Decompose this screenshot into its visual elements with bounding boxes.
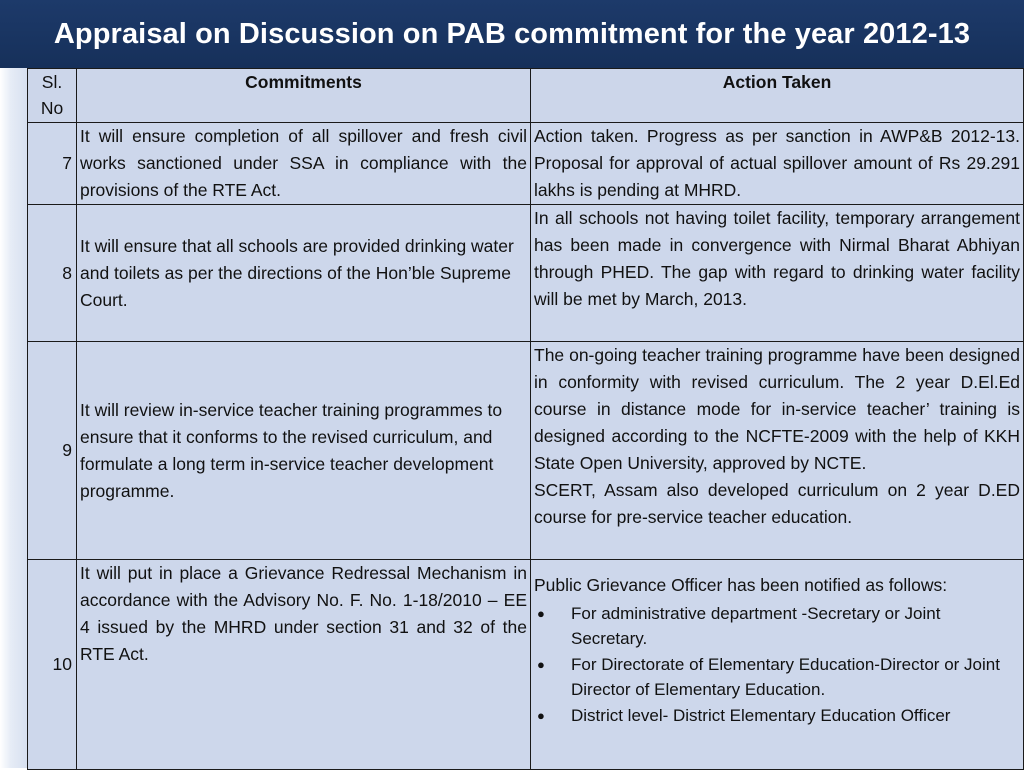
row-action-taken	[531, 560, 1024, 770]
row-action-taken	[531, 342, 1024, 560]
row-action-taken: In all schools not having toilet facility, temporary arrangement has been made in convergence with Nirmal Bharat Abhiyan through PHED. The gap with regard to drinking water facility will be met by March, 2013.	[531, 205, 1024, 342]
row-commitment: It will ensure completion of all spillover and fresh civil works sanctioned under SSA in compliance with the provisions of the RTE Act.	[77, 123, 531, 205]
row-sl-no: 9	[28, 342, 77, 560]
action-paragraph: SCERT, Assam also developed curriculum on 2 year D.ED course for pre-service teacher education.	[534, 480, 1020, 527]
bullet-icon: ●	[537, 606, 545, 621]
action-paragraph: Public Grievance Officer has been notified as follows:	[534, 575, 948, 595]
row-action-taken: Action taken. Progress as per sanction in AWP&B 2012-13. Proposal for approval of actual spillover amount of Rs 29.291 lakhs is pending at MHRD.	[531, 123, 1024, 205]
list-item: ● For administrative department -Secretary or Joint Secretary.	[534, 601, 1020, 651]
row-sl-no: 10	[28, 560, 77, 770]
column-header-action-taken: Action Taken	[531, 69, 1024, 123]
page-title: Appraisal on Discussion on PAB commitment for the year 2012-13	[53, 17, 971, 50]
table-header-row	[28, 69, 1024, 123]
column-header-commitments: Commitments	[77, 69, 531, 123]
title-bar	[0, 0, 1024, 68]
action-paragraph: The on-going teacher training programme have been designed in conformity with revised curriculum. The 2 year D.El.Ed course in distance mode for in-service teacher’ training is designed according to the NCFTE-2009 with the help of KKH State Open University, approved by NCTE.	[534, 345, 1020, 473]
table-row	[28, 123, 1024, 205]
row-commitment: It will review in-service teacher training programmes to ensure that it conforms to the revised curriculum, and formulate a long term in-service teacher development programme.	[77, 342, 531, 560]
column-header-sl-no: Sl. No	[28, 69, 77, 123]
grievance-officer-list	[534, 601, 1020, 728]
table-row	[28, 205, 1024, 342]
row-commitment: It will put in place a Grievance Redressal Mechanism in accordance with the Advisory No. F. No. 1-18/2010 – EE 4 issued by the MHRD under section 31 and 32 of the RTE Act.	[77, 560, 531, 770]
bullet-icon: ●	[537, 657, 545, 672]
table-row	[28, 342, 1024, 560]
left-decorative-strip	[0, 68, 27, 768]
commitments-table	[27, 68, 1024, 770]
list-item: ● For Directorate of Elementary Education-Director or Joint Director of Elementary Education.	[534, 652, 1020, 702]
row-sl-no: 7	[28, 123, 77, 205]
row-commitment: It will ensure that all schools are provided drinking water and toilets as per the directions of the Hon’ble Supreme Court.	[77, 205, 531, 342]
list-item: ● District level- District Elementary Education Officer	[534, 703, 1020, 728]
table-row	[28, 560, 1024, 770]
row-sl-no: 8	[28, 205, 77, 342]
bullet-icon: ●	[537, 708, 545, 723]
